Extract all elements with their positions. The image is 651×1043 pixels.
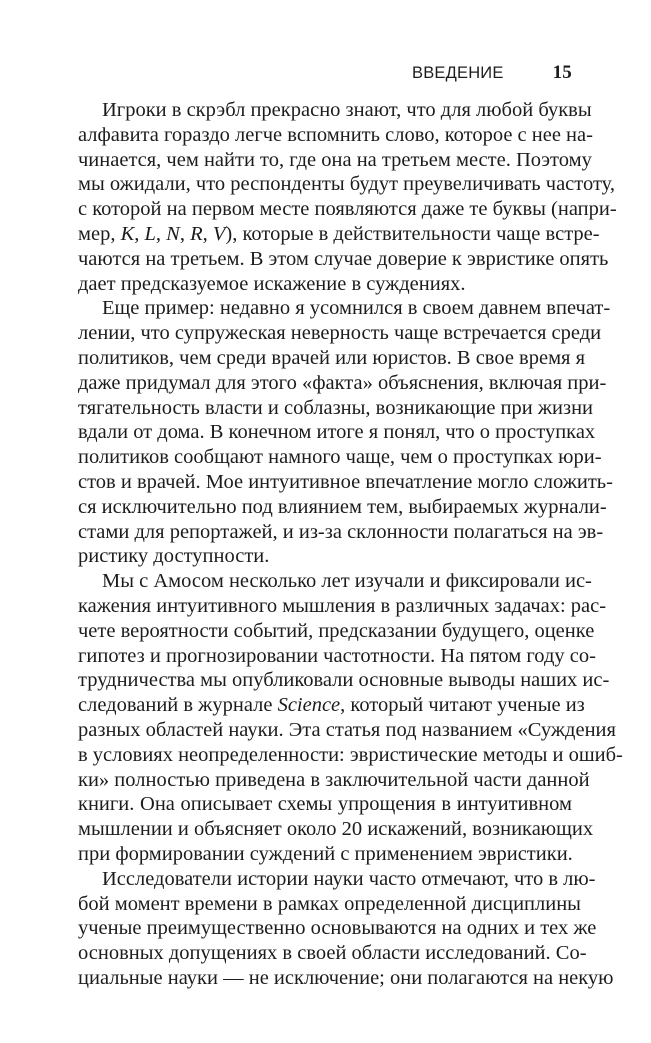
running-header xyxy=(412,64,572,88)
text-line: тягательность власти и соблазны, возникающие при жизни xyxy=(78,396,594,419)
text-line: дает предсказуемое искажение в суждениях. xyxy=(78,272,466,295)
text-line: мышлении и объясняет около 20 искажений, возникающих xyxy=(78,818,594,841)
text-line: трудничества мы опубликовали основные выводы наших ис- xyxy=(78,669,610,692)
text-line: следований в журнале Science, который читают ученые из xyxy=(78,694,585,717)
text-line: при формировании суждений с применением эвристики. xyxy=(78,842,573,865)
text-line: в условиях неопределенности: эвристические методы и ошиб- xyxy=(78,743,623,766)
text-line: чете вероятности событий, предсказании будущего, оценке xyxy=(78,619,595,642)
text-line: ученые преимущественно основываются на одних и тех же xyxy=(78,917,597,940)
text-line: циальные науки — не исключение; они полагаются на некую xyxy=(78,966,614,989)
text-line: Мы с Амосом несколько лет изучали и фиксировали ис- xyxy=(102,570,592,593)
body-text xyxy=(78,98,623,991)
text-line: вдали от дома. В конечном итоге я понял, что о проступках xyxy=(78,421,596,444)
paragraph xyxy=(78,867,614,991)
text-line: стами для репортажей, и из-за склонности полагаться на эв- xyxy=(78,520,604,543)
page-number: 15 xyxy=(552,62,572,83)
text-line: Игроки в скрэбл прекрасно знают, что для любой буквы xyxy=(102,99,592,121)
text-line: ся исключительно под влиянием тем, выбираемых журнали- xyxy=(78,495,607,518)
text-line: даже придумал для этого «факта» объяснения, включая при- xyxy=(78,371,607,394)
text-line: мер, K, L, N, R, V), которые в действительности чаще встре- xyxy=(78,222,600,245)
text-line: политиков, чем среди врачей или юристов. В свое время я xyxy=(78,346,586,369)
text-line: алфавита гораздо легче вспомнить слово, которое с нее на- xyxy=(78,123,593,146)
text-line: Еще пример: недавно я усомнился в своем давнем впечат- xyxy=(102,297,611,320)
text-line: кажения интуитивного мышления в различных задачах: рас- xyxy=(78,594,607,617)
paragraph xyxy=(78,296,613,569)
paragraph xyxy=(78,569,623,867)
text-line: ристику доступности. xyxy=(78,545,270,568)
text-line: основных допущениях в своей области исследований. Со- xyxy=(78,942,587,965)
text-line: стов и врачей. Мое интуитивное впечатление могло сложить- xyxy=(78,470,613,493)
text-line: лении, что супружеская неверность чаще встречается среди xyxy=(78,322,602,345)
text-line: бой момент времени в рамках определенной дисциплины xyxy=(78,892,581,915)
text-line: с которой на первом месте появляются даже те буквы (напри- xyxy=(78,198,617,221)
text-line: разных областей науки. Эта статья под названием «Суждения xyxy=(78,718,616,741)
paragraph xyxy=(78,98,617,296)
section-title: ВВЕДЕНИЕ xyxy=(412,64,504,82)
text-line: Исследователи истории науки часто отмечают, что в лю- xyxy=(102,867,596,890)
text-line: ки» полностью приведена в заключительной части данной xyxy=(78,768,590,791)
text-line: политиков сообщают намного чаще, чем о проступках юри- xyxy=(78,446,602,469)
text-line: гипотез и прогнозировании частотности. На пятом году со- xyxy=(78,644,596,667)
text-line: чинается, чем найти то, где она на третьем месте. Поэтому xyxy=(78,148,592,171)
text-line: мы ожидали, что респонденты будут преувеличивать частоту, xyxy=(78,173,615,196)
text-line: чаются на третьем. В этом случае доверие к эвристике опять xyxy=(78,247,609,270)
text-line: книги. Она описывает схемы упрощения в интуитивном xyxy=(78,793,572,816)
